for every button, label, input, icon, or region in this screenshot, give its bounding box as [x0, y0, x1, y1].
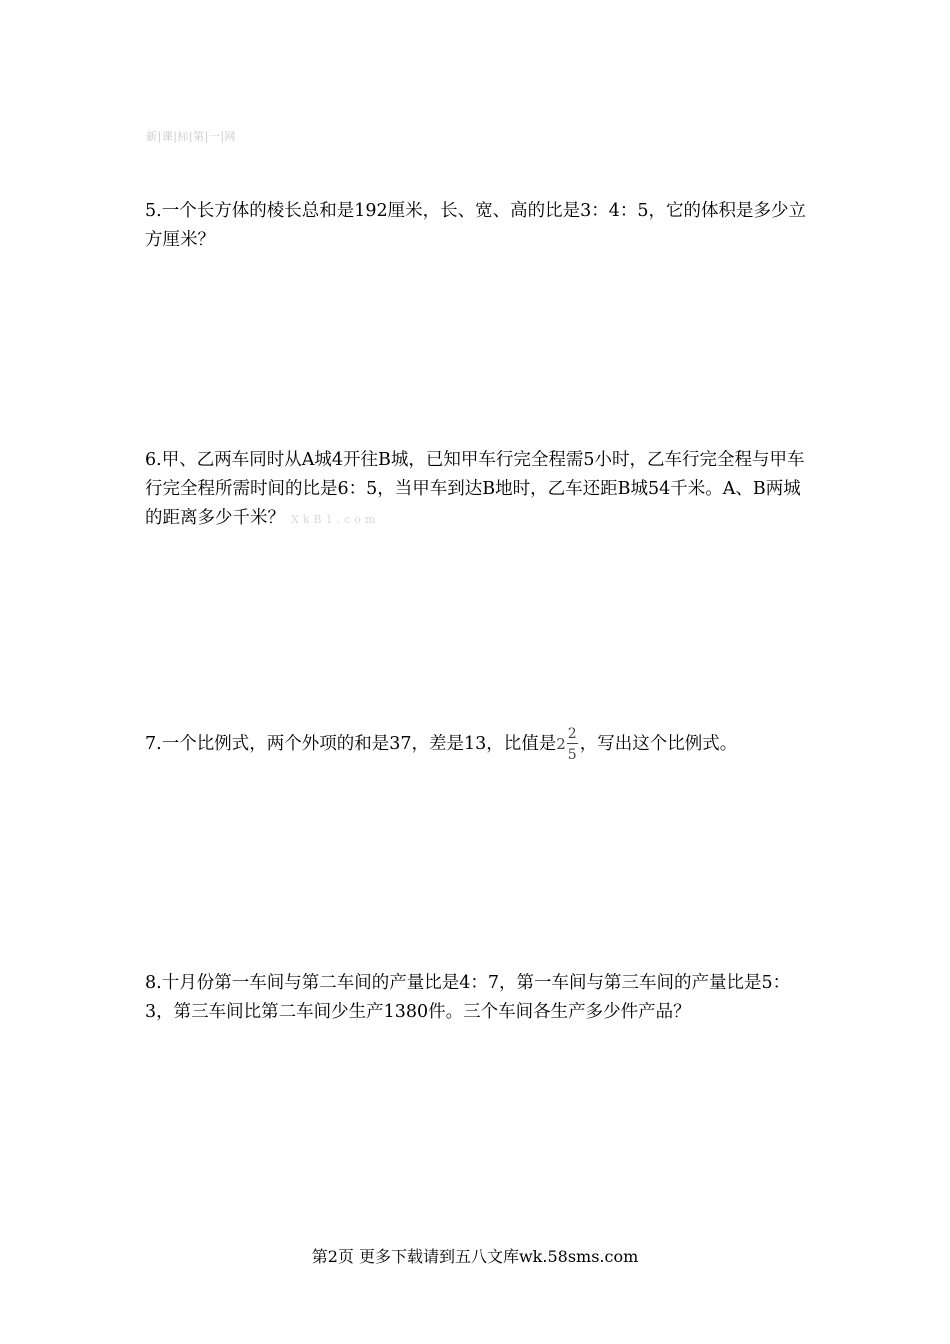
inline-watermark: XkB1.com [291, 513, 380, 526]
mixed-number [556, 727, 579, 762]
problem-7-text-before: 7.一个比例式，两个外项的和是37，差是13，比值是 [145, 734, 557, 754]
fraction-denominator: 5 [567, 747, 577, 763]
fraction [567, 727, 578, 762]
problem-5-text: 5.一个长方体的棱长总和是192厘米，长、宽、高的比是3：4：5，它的体积是多少立方厘米？ [145, 201, 806, 250]
problem-6-text: 6.甲、乙两车同时从A城4开往B城，已知甲车行完全程需5小时，乙车行完全程与甲车行完全程所需时间的比是6：5，当甲车到达B地时，乙车还距B城54千米。A、B两城的距离多少千米？ [145, 450, 805, 528]
header-watermark: 新|课|标|第|一|网 [146, 130, 237, 143]
problem-8 [145, 969, 815, 1027]
problem-6-paragraph [145, 446, 815, 534]
problem-5 [145, 197, 815, 255]
page-footer: 第2页 更多下载请到五八文库wk.58sms.com [311, 1247, 639, 1266]
mixed-number-whole: 2 [556, 735, 566, 753]
problem-7 [145, 727, 815, 762]
problem-7-paragraph [145, 727, 815, 762]
fraction-numerator: 2 [567, 726, 577, 742]
problem-7-text-after: ，写出这个比例式。 [579, 734, 738, 754]
problem-8-text: 8.十月份第一车间与第二车间的产量比是4：7，第一车间与第三车间的产量比是5：3，第三车间比第二车间少生产1380件。三个车间各生产多少件产品？ [145, 973, 791, 1022]
problem-6 [145, 446, 815, 534]
